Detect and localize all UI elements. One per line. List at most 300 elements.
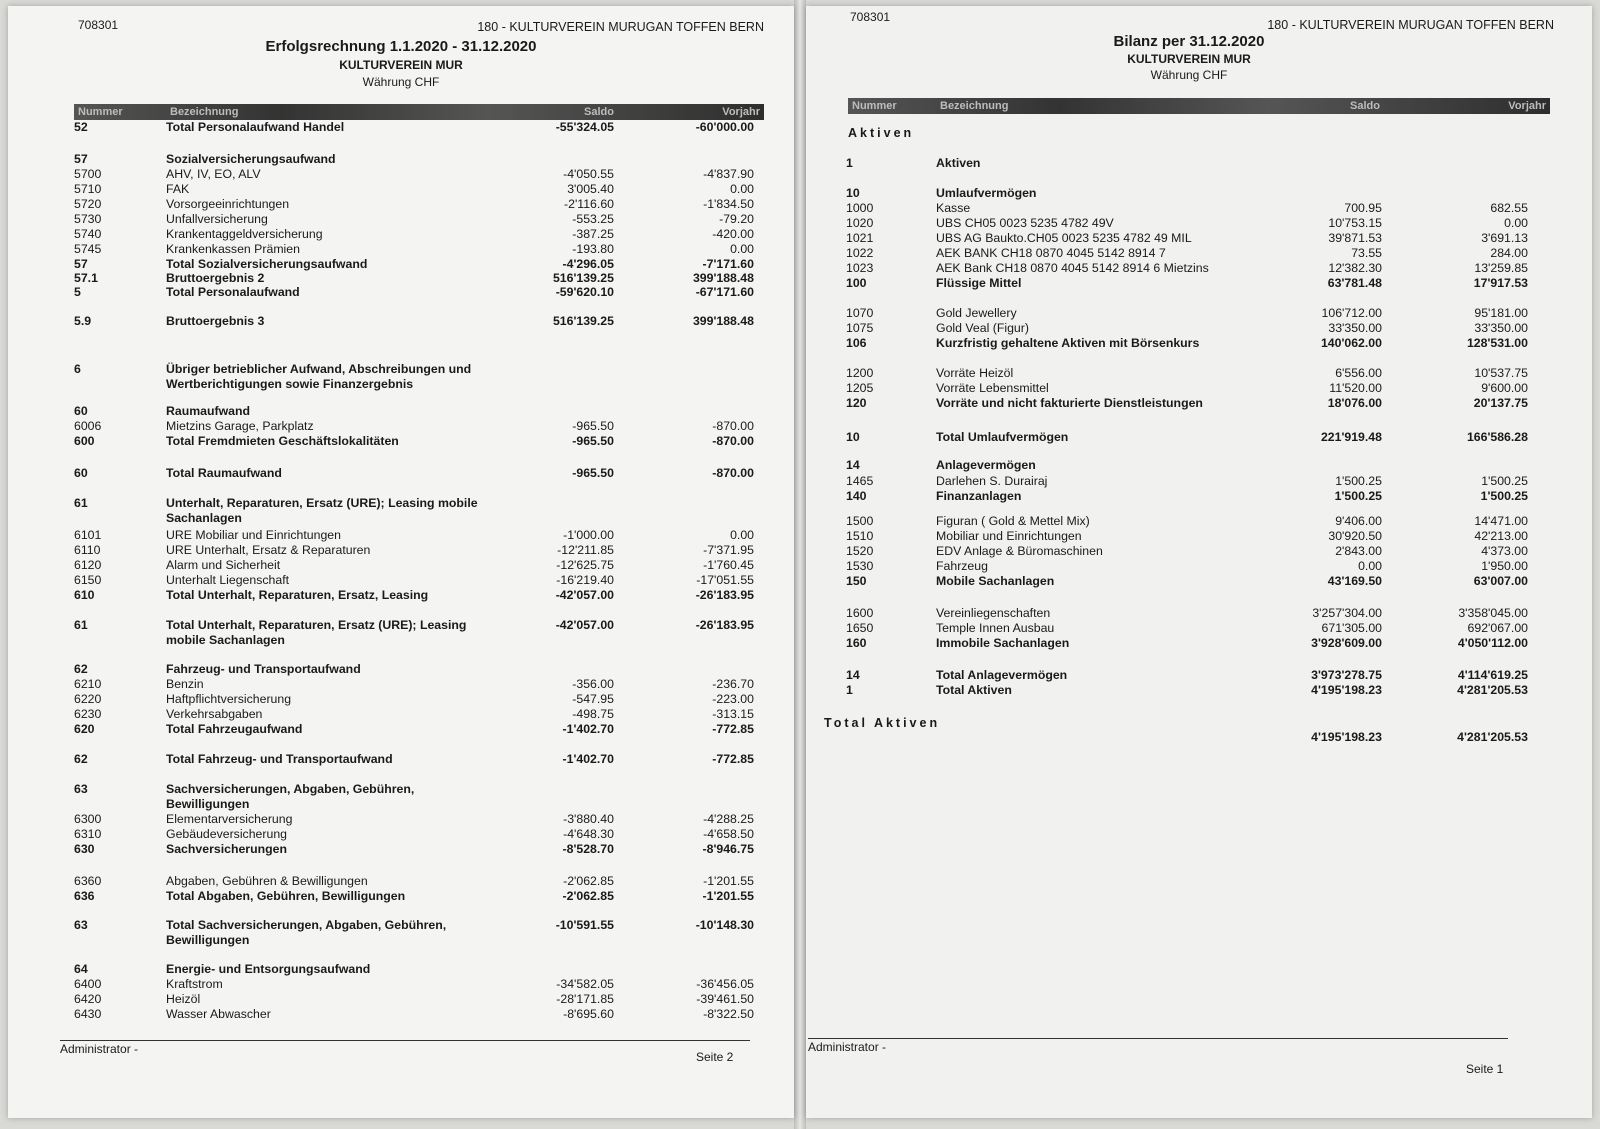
account-description — [166, 573, 289, 588]
account-description — [166, 992, 200, 1007]
table-row — [8, 466, 794, 481]
description-line: Kraftstrom — [166, 977, 223, 991]
saldo-value: -10'591.55 — [555, 918, 614, 932]
description-line: UBS AG Baukto.CH05 0023 5235 4782 49 MIL — [936, 231, 1192, 245]
account-number: 64 — [74, 962, 88, 976]
description-line: Heizöl — [166, 992, 201, 1006]
description-line: Unterhalt Liegenschaft — [166, 573, 290, 587]
account-description — [936, 489, 1021, 504]
table-row — [8, 618, 794, 648]
vorjahr-value: 63'007.00 — [1473, 574, 1528, 588]
account-description — [166, 782, 414, 812]
footer-user: Administrator - — [808, 1040, 887, 1054]
saldo-value: -965.50 — [572, 466, 614, 480]
account-number: 5.9 — [74, 314, 92, 328]
account-description — [166, 404, 250, 419]
table-row — [8, 918, 794, 948]
account-number: 14 — [846, 458, 860, 472]
saldo-value: 33'350.00 — [1328, 321, 1382, 335]
table-row — [806, 668, 1592, 683]
saldo-value: 140'062.00 — [1320, 336, 1382, 350]
description-line: Verkehrsabgaben — [166, 707, 263, 721]
description-line-2: mobile Sachanlagen — [166, 633, 285, 647]
table-row — [8, 528, 794, 543]
book-spine — [794, 0, 806, 1129]
table-row — [806, 381, 1592, 396]
saldo-value: -3'880.40 — [563, 812, 614, 826]
description-line: Mobiliar und Einrichtungen — [936, 529, 1082, 543]
table-row — [8, 962, 794, 977]
account-description — [166, 152, 335, 167]
column-header-bar — [848, 98, 1550, 114]
saldo-value: -4'050.55 — [563, 167, 614, 181]
account-number: 620 — [74, 722, 95, 736]
vorjahr-value: 692'067.00 — [1467, 621, 1528, 635]
description-line: Elementarversicherung — [166, 812, 293, 826]
account-number: 6210 — [74, 677, 102, 691]
vorjahr-value: -60'000.00 — [695, 120, 754, 134]
account-number: 630 — [74, 842, 95, 856]
description-line: Vorräte Heizöl — [936, 366, 1014, 380]
account-number: 5710 — [74, 182, 102, 196]
account-description — [166, 227, 323, 242]
description-line: Unterhalt, Reparaturen, Ersatz (URE); Leasing mobile — [166, 496, 478, 510]
account-description — [936, 276, 1021, 291]
saldo-value: -12'625.75 — [556, 558, 614, 572]
vorjahr-value: 17'917.53 — [1473, 276, 1528, 290]
account-description — [166, 827, 287, 842]
table-row — [8, 197, 794, 212]
vorjahr-value: 1'950.00 — [1481, 559, 1528, 573]
description-line: Total Personalaufwand Handel — [166, 120, 345, 134]
account-description — [166, 285, 300, 300]
saldo-value: 9'406.00 — [1335, 514, 1382, 528]
account-description — [166, 977, 223, 992]
account-number: 1020 — [846, 216, 874, 230]
account-number: 6110 — [74, 543, 101, 557]
account-description — [936, 246, 1166, 261]
saldo-value: -498.75 — [572, 707, 614, 721]
account-description — [166, 314, 264, 329]
table-row — [8, 977, 794, 992]
saldo-value: -387.25 — [572, 227, 614, 241]
vorjahr-value: -313.15 — [712, 707, 754, 721]
account-number: 5720 — [74, 197, 102, 211]
vorjahr-value: 0.00 — [1504, 216, 1528, 230]
table-row — [8, 662, 794, 677]
description-line: Alarm und Sicherheit — [166, 558, 281, 572]
vorjahr-value: 1'500.25 — [1481, 474, 1528, 488]
vorjahr-value: 4'281'205.53 — [1457, 683, 1528, 697]
account-number: 6360 — [74, 874, 102, 888]
table-row — [8, 242, 794, 257]
table-row — [8, 827, 794, 842]
account-description — [936, 574, 1054, 589]
account-description — [166, 212, 268, 227]
table-row — [8, 152, 794, 167]
org-name: 180 - KULTURVEREIN MURUGAN TOFFEN BERN — [1267, 18, 1554, 32]
vorjahr-value: 4'050'112.00 — [1457, 636, 1528, 650]
account-number: 1600 — [846, 606, 874, 620]
vorjahr-value: 284.00 — [1490, 246, 1528, 260]
description-line: Kurzfristig gehaltene Aktiven mit Börsenkurs — [936, 336, 1200, 350]
saldo-value: 3'005.40 — [567, 182, 614, 196]
currency-label: Währung CHF — [362, 75, 440, 89]
description-line: Wasser Abwascher — [166, 1007, 271, 1021]
vorjahr-value: -420.00 — [712, 227, 754, 241]
account-description — [166, 120, 344, 135]
account-number: 1000 — [846, 201, 874, 215]
vorjahr-value: -39'461.50 — [696, 992, 754, 1006]
table-row — [8, 812, 794, 827]
table-row — [8, 212, 794, 227]
account-number: 10 — [846, 186, 860, 200]
account-number: 14 — [846, 668, 860, 682]
vorjahr-value: 399'188.48 — [692, 271, 754, 285]
vorjahr-value: 9'600.00 — [1481, 381, 1528, 395]
vorjahr-value: -1'201.55 — [703, 874, 754, 888]
table-row — [8, 362, 794, 392]
account-number: 5745 — [74, 242, 102, 256]
saldo-value: 6'556.00 — [1335, 366, 1382, 380]
vorjahr-value: 13'259.85 — [1474, 261, 1528, 275]
vorjahr-value: 0.00 — [730, 528, 754, 542]
description-line: Unfallversicherung — [166, 212, 268, 226]
table-row — [806, 544, 1592, 559]
account-description — [166, 707, 262, 722]
account-description — [936, 186, 1036, 201]
account-number: 6230 — [74, 707, 102, 721]
saldo-value: -553.25 — [572, 212, 614, 226]
table-row — [806, 430, 1592, 445]
saldo-value: 30'920.50 — [1328, 529, 1382, 543]
saldo-value: 63'781.48 — [1327, 276, 1382, 290]
account-number: 1510 — [846, 529, 874, 543]
vorjahr-value: 3'358'045.00 — [1458, 606, 1528, 620]
table-row — [8, 271, 794, 286]
account-description — [936, 606, 1050, 621]
vorjahr-value: 399'188.48 — [692, 314, 754, 328]
account-description — [936, 396, 1203, 411]
description-line: Raumaufwand — [166, 404, 251, 418]
description-line: AEK BANK CH18 0870 4045 5142 8914 7 — [936, 246, 1166, 260]
table-row — [8, 752, 794, 767]
vorjahr-value: 1'500.25 — [1480, 489, 1528, 503]
vorjahr-value: 0.00 — [730, 242, 754, 256]
description-line: Total Unterhalt, Reparaturen, Ersatz (URE); Leasing — [166, 618, 467, 632]
saldo-value: 516'139.25 — [552, 271, 614, 285]
vorjahr-value: -870.00 — [712, 419, 754, 433]
vorjahr-value: -7'171.60 — [702, 257, 754, 271]
account-description — [166, 528, 341, 543]
account-description — [166, 752, 393, 767]
description-line: Bruttoergebnis 3 — [166, 314, 265, 328]
description-line: Gold Veal (Figur) — [936, 321, 1029, 335]
description-line: Fahrzeug- und Transportaufwand — [166, 662, 361, 676]
account-number: 1070 — [846, 306, 874, 320]
table-row — [806, 396, 1592, 411]
footer-page: Seite 2 — [696, 1050, 734, 1064]
table-row — [806, 529, 1592, 544]
table-row — [806, 636, 1592, 651]
account-description — [166, 889, 405, 904]
vorjahr-value: -8'946.75 — [702, 842, 754, 856]
saldo-value: 39'871.53 — [1328, 231, 1382, 245]
footer-divider — [60, 1040, 750, 1041]
account-description — [936, 366, 1013, 381]
account-description — [936, 636, 1069, 651]
description-line: Krankentaggeldversicherung — [166, 227, 323, 241]
account-number: 6150 — [74, 573, 102, 587]
description-line: Gold Jewellery — [936, 306, 1017, 320]
table-row — [8, 992, 794, 1007]
description-line: Krankenkassen Prämien — [166, 242, 300, 256]
column-header-bar — [74, 104, 764, 120]
saldo-value: 0.00 — [1358, 559, 1382, 573]
footer-page: Seite 1 — [1466, 1062, 1504, 1076]
table-row — [8, 496, 794, 526]
description-line: FAK — [166, 182, 190, 196]
saldo-value: -42'057.00 — [555, 588, 614, 602]
saldo-value: -1'402.70 — [562, 722, 614, 736]
account-description — [166, 962, 370, 977]
page-title: Bilanz per 31.12.2020 — [1113, 33, 1265, 50]
vorjahr-value: 10'537.75 — [1474, 366, 1528, 380]
table-row — [8, 722, 794, 737]
account-description — [166, 242, 300, 257]
saldo-value: -34'582.05 — [556, 977, 614, 991]
table-row — [8, 692, 794, 707]
account-description — [936, 216, 1114, 231]
account-number: 62 — [74, 662, 88, 676]
account-number: 10 — [846, 430, 860, 444]
col-vorjahr: Vorjahr — [1508, 100, 1546, 112]
vorjahr-value: 14'471.00 — [1474, 514, 1528, 528]
account-number: 57.1 — [74, 271, 98, 285]
table-row — [8, 167, 794, 182]
vorjahr-value: -223.00 — [712, 692, 754, 706]
col-saldo: Saldo — [584, 106, 614, 118]
saldo-value: 43'169.50 — [1327, 574, 1382, 588]
saldo-value: -356.00 — [572, 677, 614, 691]
saldo-value: -4'296.05 — [562, 257, 614, 271]
saldo-value: 12'382.30 — [1328, 261, 1382, 275]
account-description — [166, 874, 368, 889]
saldo-value: -2'116.60 — [564, 197, 614, 211]
saldo-value: 10'753.15 — [1328, 216, 1382, 230]
saldo-value: 1'500.25 — [1334, 489, 1382, 503]
vorjahr-value: 682.55 — [1490, 201, 1528, 215]
description-line-2: Wertberichtigungen sowie Finanzergebnis — [166, 377, 414, 391]
account-number: 5730 — [74, 212, 102, 226]
table-row — [806, 216, 1592, 231]
description-line: Darlehen S. Durairaj — [936, 474, 1048, 488]
table-row — [8, 285, 794, 300]
saldo-value: 516'139.25 — [552, 314, 614, 328]
total-aktiven-heading: Total Aktiven — [824, 716, 941, 730]
table-row — [8, 677, 794, 692]
account-description — [936, 261, 1209, 276]
table-row — [806, 366, 1592, 381]
vorjahr-value: -1'760.45 — [703, 558, 754, 572]
description-line: Bruttoergebnis 2 — [166, 271, 265, 285]
account-number: 1023 — [846, 261, 874, 275]
account-description — [936, 321, 1029, 336]
saldo-value: -965.50 — [572, 419, 614, 433]
account-number: 6006 — [74, 419, 102, 433]
account-description — [936, 201, 970, 216]
account-number: 1465 — [846, 474, 874, 488]
description-line-2: Sachanlagen — [166, 511, 242, 525]
table-row — [806, 276, 1592, 291]
table-row — [8, 889, 794, 904]
description-line: Gebäudeversicherung — [166, 827, 287, 841]
saldo-value: 106'712.00 — [1321, 306, 1382, 320]
description-line-2: Bewilligungen — [166, 797, 250, 811]
account-description — [166, 543, 370, 558]
account-description — [936, 306, 1017, 321]
description-line: Total Sozialversicherungsaufwand — [166, 257, 368, 271]
description-line: Mietzins Garage, Parkplatz — [166, 419, 314, 433]
vorjahr-value: -772.85 — [712, 752, 754, 766]
vorjahr-value: -4'837.90 — [703, 167, 754, 181]
description-line: Total Aktiven — [936, 683, 1012, 697]
account-number: 6420 — [74, 992, 102, 1006]
vorjahr-value: -7'371.95 — [703, 543, 754, 557]
table-row — [8, 257, 794, 272]
description-line: Anlagevermögen — [936, 458, 1036, 472]
description-line-2: Bewilligungen — [166, 933, 250, 947]
account-description — [936, 544, 1103, 559]
saldo-value: -1'000.00 — [563, 528, 614, 542]
account-number: 140 — [846, 489, 867, 503]
doc-id: 708301 — [850, 10, 891, 24]
saldo-value: 11'520.00 — [1329, 381, 1382, 395]
vorjahr-value: 95'181.00 — [1474, 306, 1528, 320]
vorjahr-value: -8'322.50 — [703, 1007, 754, 1021]
account-description — [166, 466, 282, 481]
account-number: 63 — [74, 918, 88, 932]
account-description — [936, 336, 1199, 351]
account-description — [166, 197, 289, 212]
account-description — [936, 458, 1036, 473]
account-description — [166, 842, 287, 857]
account-description — [936, 559, 988, 574]
description-line: EDV Anlage & Büromaschinen — [936, 544, 1103, 558]
table-row — [8, 434, 794, 449]
table-row — [8, 1007, 794, 1022]
saldo-value: 3'973'278.75 — [1311, 668, 1382, 682]
saldo-value: -2'062.85 — [562, 889, 614, 903]
account-number: 60 — [74, 466, 88, 480]
saldo-value: 3'928'609.00 — [1311, 636, 1382, 650]
description-line: Kasse — [936, 201, 971, 215]
account-description — [936, 430, 1068, 445]
account-description — [166, 722, 302, 737]
table-row — [806, 321, 1592, 336]
col-bezeichnung: Bezeichnung — [940, 100, 1009, 112]
table-row — [8, 588, 794, 603]
footer-user: Administrator - — [60, 1042, 139, 1056]
description-line: Energie- und Entsorgungsaufwand — [166, 962, 371, 976]
table-row — [806, 606, 1592, 621]
saldo-value: -965.50 — [572, 434, 614, 448]
account-number: 120 — [846, 396, 867, 410]
saldo-value: -193.80 — [572, 242, 614, 256]
description-line: Total Personalaufwand — [166, 285, 300, 299]
description-line: Vorräte Lebensmittel — [936, 381, 1049, 395]
vorjahr-value: -79.20 — [719, 212, 754, 226]
account-number: 62 — [74, 752, 88, 766]
account-description — [166, 1007, 271, 1022]
saldo-value: -42'057.00 — [555, 618, 614, 632]
table-row — [806, 201, 1592, 216]
account-number: 160 — [846, 636, 867, 650]
account-description — [936, 621, 1054, 636]
description-line: Total Fahrzeugaufwand — [166, 722, 303, 736]
account-number: 1200 — [846, 366, 874, 380]
vorjahr-value: 166'586.28 — [1466, 430, 1528, 444]
account-description — [166, 558, 280, 573]
description-line: AEK Bank CH18 0870 4045 5142 8914 6 Mietzins — [936, 261, 1209, 275]
total-aktiven-row — [806, 730, 1592, 745]
description-line: Total Sachversicherungen, Abgaben, Gebühren, — [166, 918, 447, 932]
col-vorjahr: Vorjahr — [722, 106, 760, 118]
table-row — [806, 156, 1592, 171]
account-number: 1022 — [846, 246, 874, 260]
vorjahr-value: 20'137.75 — [1473, 396, 1528, 410]
account-number: 1520 — [846, 544, 874, 558]
account-description — [166, 618, 466, 648]
vorjahr-value: 0.00 — [730, 182, 754, 196]
table-row — [806, 306, 1592, 321]
account-description — [166, 677, 204, 692]
description-line: Immobile Sachanlagen — [936, 636, 1070, 650]
vorjahr-value: 33'350.00 — [1474, 321, 1528, 335]
table-row — [8, 573, 794, 588]
account-number: 63 — [74, 782, 88, 796]
table-row — [806, 261, 1592, 276]
saldo-value: 73.55 — [1351, 246, 1382, 260]
table-row — [8, 782, 794, 812]
description-line: Fahrzeug — [936, 559, 988, 573]
description-line: Figuran ( Gold & Mettel Mix) — [936, 514, 1090, 528]
saldo-value: -8'695.60 — [563, 1007, 614, 1021]
account-description — [936, 668, 1067, 683]
saldo-value: 2'843.00 — [1335, 544, 1382, 558]
account-number: 60 — [74, 404, 88, 418]
account-number: 636 — [74, 889, 95, 903]
vorjahr-value: -1'201.55 — [702, 889, 754, 903]
account-description — [166, 588, 428, 603]
doc-id: 708301 — [78, 18, 119, 32]
table-row — [806, 336, 1592, 351]
account-number: 6120 — [74, 558, 102, 572]
account-description — [936, 529, 1082, 544]
account-number: 600 — [74, 434, 95, 448]
description-line: Total Umlaufvermögen — [936, 430, 1069, 444]
description-line: Total Raumaufwand — [166, 466, 282, 480]
account-number: 1530 — [846, 559, 874, 573]
account-number: 150 — [846, 574, 867, 588]
section-heading-aktiven: Aktiven — [848, 126, 915, 140]
vorjahr-value: -870.00 — [712, 434, 754, 448]
description-line: UBS CH05 0023 5235 4782 49V — [936, 216, 1114, 230]
col-saldo: Saldo — [1350, 100, 1380, 112]
vorjahr-value: -1'834.50 — [703, 197, 754, 211]
col-nummer: Nummer — [78, 106, 123, 118]
account-description — [936, 231, 1192, 246]
